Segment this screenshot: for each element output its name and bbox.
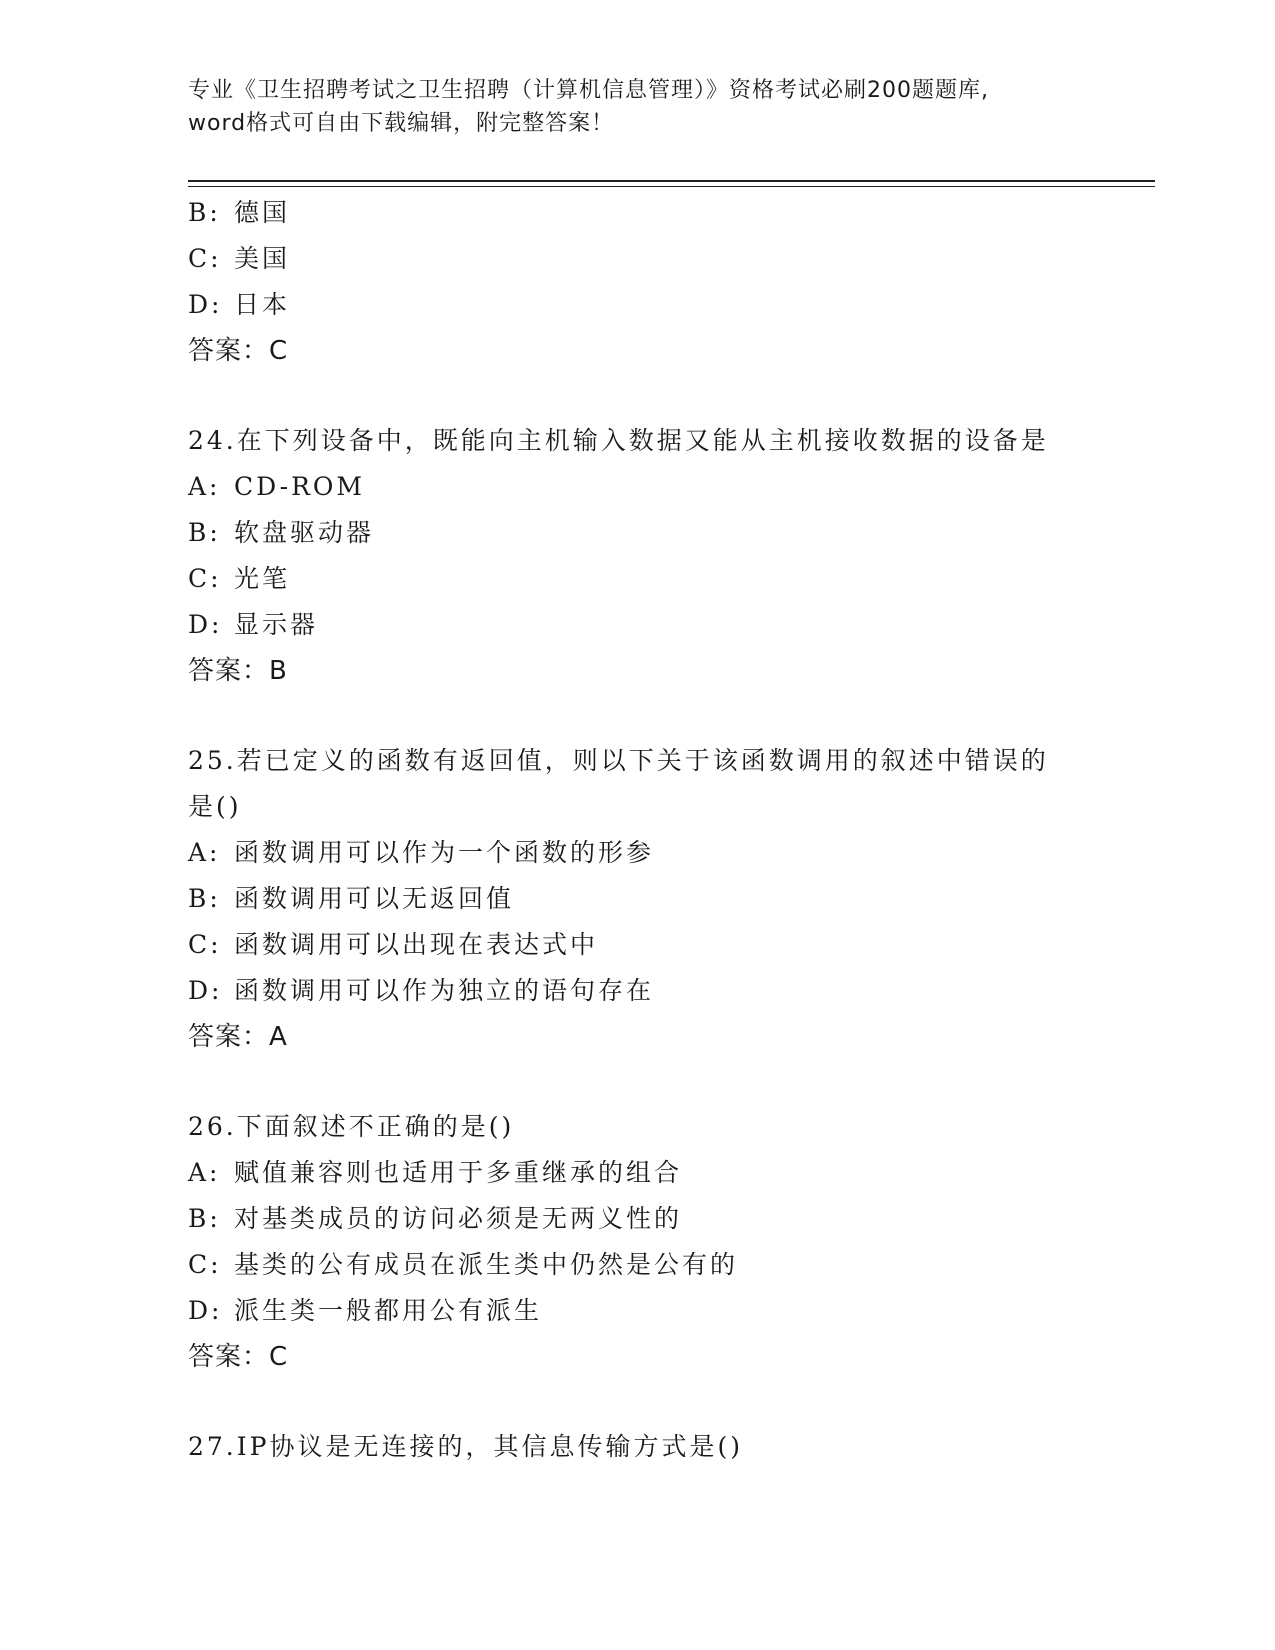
option-d: D: 显示器 <box>188 610 319 639</box>
document-body <box>188 190 1148 1470</box>
option-d: D: 函数调用可以作为独立的语句存在 <box>188 976 655 1005</box>
question-stem: 26.下面叙述不正确的是() <box>188 1112 515 1141</box>
option-b: B: 软盘驱动器 <box>188 518 375 547</box>
answer-line: 答案：B <box>188 656 288 686</box>
question-gap <box>188 1060 1148 1104</box>
question-gap <box>188 1380 1148 1424</box>
question-23-continued <box>188 190 1148 374</box>
question-27 <box>188 1424 1148 1470</box>
question-gap <box>188 374 1148 418</box>
option-a: A: 函数调用可以作为一个函数的形参 <box>188 838 655 867</box>
option-d: D: 日本 <box>188 290 291 319</box>
option-b: B: 对基类成员的访问必须是无两义性的 <box>188 1204 683 1233</box>
question-gap <box>188 694 1148 738</box>
header-divider <box>188 180 1155 187</box>
option-c: C: 光笔 <box>188 564 291 593</box>
question-24 <box>188 418 1148 694</box>
option-c: C: 美国 <box>188 244 291 273</box>
answer-line: 答案：C <box>188 1342 289 1372</box>
header-line-1: 专业《卫生招聘考试之卫生招聘（计算机信息管理）》资格考试必刷200题题库, <box>188 78 989 103</box>
question-25 <box>188 738 1148 1060</box>
answer-line: 答案：C <box>188 336 289 366</box>
option-b: B: 德国 <box>188 198 291 227</box>
option-c: C: 函数调用可以出现在表达式中 <box>188 930 599 959</box>
answer-line: 答案：A <box>188 1022 288 1052</box>
option-a: A: CD-ROM <box>188 472 366 501</box>
option-a: A: 赋值兼容则也适用于多重继承的组合 <box>188 1158 683 1187</box>
question-stem: 25.若已定义的函数有返回值，则以下关于该函数调用的叙述中错误的 <box>188 746 1049 775</box>
option-b: B: 函数调用可以无返回值 <box>188 884 515 913</box>
question-26 <box>188 1104 1148 1380</box>
header-line-2: word格式可自由下载编辑，附完整答案！ <box>188 111 615 136</box>
question-stem: 24.在下列设备中，既能向主机输入数据又能从主机接收数据的设备是 <box>188 426 1049 455</box>
page-header <box>188 74 1088 140</box>
option-d: D: 派生类一般都用公有派生 <box>188 1296 543 1325</box>
question-stem-continued: 是() <box>188 792 242 821</box>
option-c: C: 基类的公有成员在派生类中仍然是公有的 <box>188 1250 739 1279</box>
question-stem: 27.IP协议是无连接的，其信息传输方式是() <box>188 1432 743 1461</box>
